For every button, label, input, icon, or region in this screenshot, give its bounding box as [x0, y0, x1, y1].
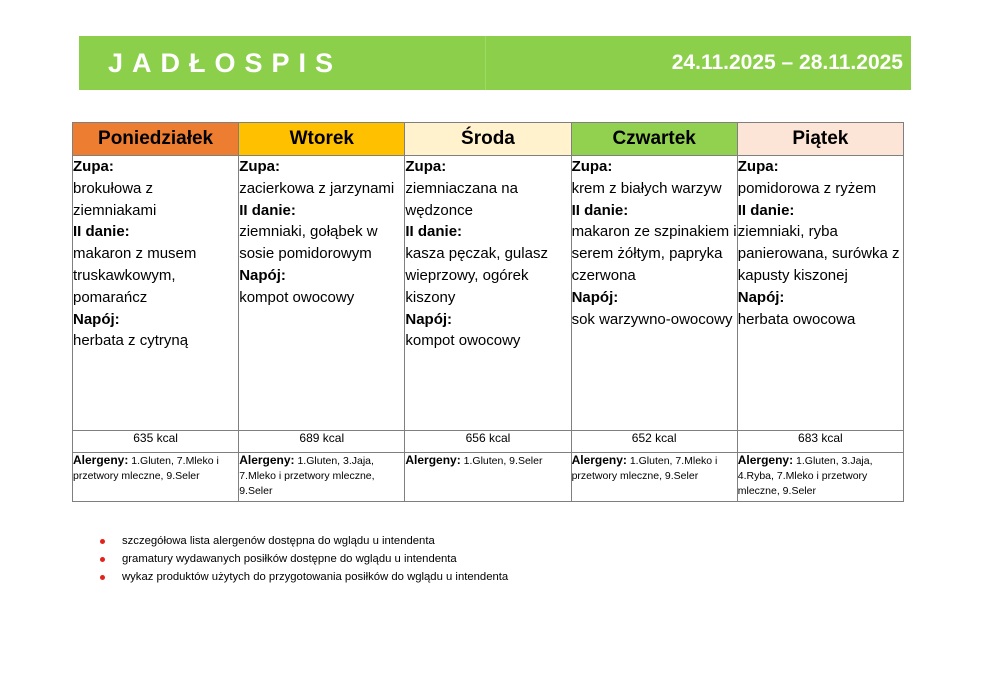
day-header-row — [73, 123, 904, 156]
allergens-label: Alergeny: — [73, 453, 129, 467]
day-header-tuesday: Wtorek — [239, 123, 405, 156]
meal-cell-tuesday — [239, 156, 405, 431]
note-item — [100, 532, 508, 550]
note-text: wykaz produktów użytych do przygotowania posiłków do wglądu u intendenta — [122, 571, 509, 583]
soup-text: ziemniaczana na wędzonce — [405, 179, 518, 219]
drink-text: herbata owocowa — [737, 310, 856, 328]
date-range: 24.11.2025 – 28.11.2025 — [671, 51, 903, 74]
allergens-wednesday — [405, 453, 571, 502]
main-label: II danie: — [73, 223, 130, 241]
main-text: ziemniaki, ryba panierowana, surówka z kapusty kiszonej — [737, 223, 900, 284]
page-title: JADŁOSPIS — [108, 48, 343, 78]
note-text: szczegółowa lista alergenów dostępna do wglądu u intendenta — [122, 535, 435, 547]
drink-text: kompot owocowy — [239, 288, 355, 306]
day-header-friday: Piątek — [737, 123, 903, 156]
drink-label: Napój: — [737, 288, 785, 306]
allergens-text: 1.Gluten, 3.Jaja, 7.Mleko i przetwory mleczne, 9.Seler — [239, 455, 375, 497]
meal-cell-monday — [73, 156, 239, 431]
bullet-icon — [100, 539, 105, 544]
allergens-text: 1.Gluten, 7.Mleko i przetwory mleczne, 9.Seler — [73, 455, 219, 482]
allergens-friday — [737, 453, 903, 502]
main-label: II danie: — [737, 201, 795, 219]
allergens-label: Alergeny: — [737, 453, 794, 467]
day-header-wednesday: Środa — [405, 123, 571, 156]
kcal-tuesday: 689 kcal — [239, 431, 405, 453]
main-text: ziemniaki, gołąbek w sosie pomidorowym — [239, 223, 378, 263]
kcal-row — [73, 431, 904, 453]
soup-label: Zupa: — [239, 158, 281, 175]
drink-text: sok warzywno-owocowy — [571, 310, 733, 328]
drink-text: herbata z cytryną — [73, 332, 189, 350]
allergens-text: 1.Gluten, 3.Jaja, 4.Ryba, 7.Mleko i przetwory mleczne, 9.Seler — [737, 455, 873, 497]
meal-cell-wednesday — [405, 156, 571, 431]
meal-cell-friday — [737, 156, 903, 431]
meals-row — [73, 156, 904, 431]
drink-label: Napój: — [239, 266, 286, 284]
menu-table — [72, 122, 904, 502]
main-text: kasza pęczak, gulasz wieprzowy, ogórek kiszony — [405, 245, 548, 306]
kcal-thursday: 652 kcal — [571, 431, 737, 453]
allergens-row — [73, 453, 904, 502]
note-item — [100, 568, 508, 586]
soup-text: krem z białych warzyw — [571, 179, 722, 197]
note-text: gramatury wydawanych posiłków dostępne do wglądu u intendenta — [122, 553, 457, 565]
header-banner — [79, 36, 911, 90]
soup-text: zacierkowa z jarzynami — [239, 179, 395, 197]
kcal-monday: 635 kcal — [73, 431, 239, 453]
kcal-friday: 683 kcal — [737, 431, 903, 453]
allergens-label: Alergeny: — [571, 453, 627, 467]
main-label: II danie: — [571, 201, 629, 219]
soup-label: Zupa: — [571, 158, 613, 175]
allergens-text: 1.Gluten, 9.Seler — [463, 455, 543, 467]
soup-label: Zupa: — [405, 158, 447, 175]
allergens-label: Alergeny: — [239, 453, 295, 467]
soup-text: brokułowa z ziemniakami — [73, 179, 157, 219]
drink-label: Napój: — [571, 288, 619, 306]
main-label: II danie: — [239, 201, 296, 219]
main-text: makaron z musem truskawkowym, pomarańcz — [73, 245, 197, 306]
bullet-icon — [100, 575, 105, 580]
main-text: makaron ze szpinakiem i serem żółtym, papryka czerwona — [571, 223, 737, 284]
meal-cell-thursday — [571, 156, 737, 431]
drink-label: Napój: — [73, 310, 120, 328]
kcal-wednesday: 656 kcal — [405, 431, 571, 453]
note-item — [100, 550, 508, 568]
soup-label: Zupa: — [737, 158, 779, 175]
allergens-monday — [73, 453, 239, 502]
allergens-text: 1.Gluten, 7.Mleko i przetwory mleczne, 9.Seler — [571, 455, 718, 482]
allergens-thursday — [571, 453, 737, 502]
allergens-tuesday — [239, 453, 405, 502]
allergens-label: Alergeny: — [405, 453, 461, 467]
day-header-monday: Poniedziałek — [73, 123, 239, 156]
drink-label: Napój: — [405, 310, 453, 328]
day-header-thursday: Czwartek — [571, 123, 737, 156]
drink-text: kompot owocowy — [405, 332, 521, 350]
soup-label: Zupa: — [73, 158, 114, 175]
banner-divider — [485, 36, 486, 90]
notes-list — [100, 532, 508, 586]
soup-text: pomidorowa z ryżem — [737, 179, 877, 197]
main-label: II danie: — [405, 223, 463, 241]
bullet-icon — [100, 557, 105, 562]
